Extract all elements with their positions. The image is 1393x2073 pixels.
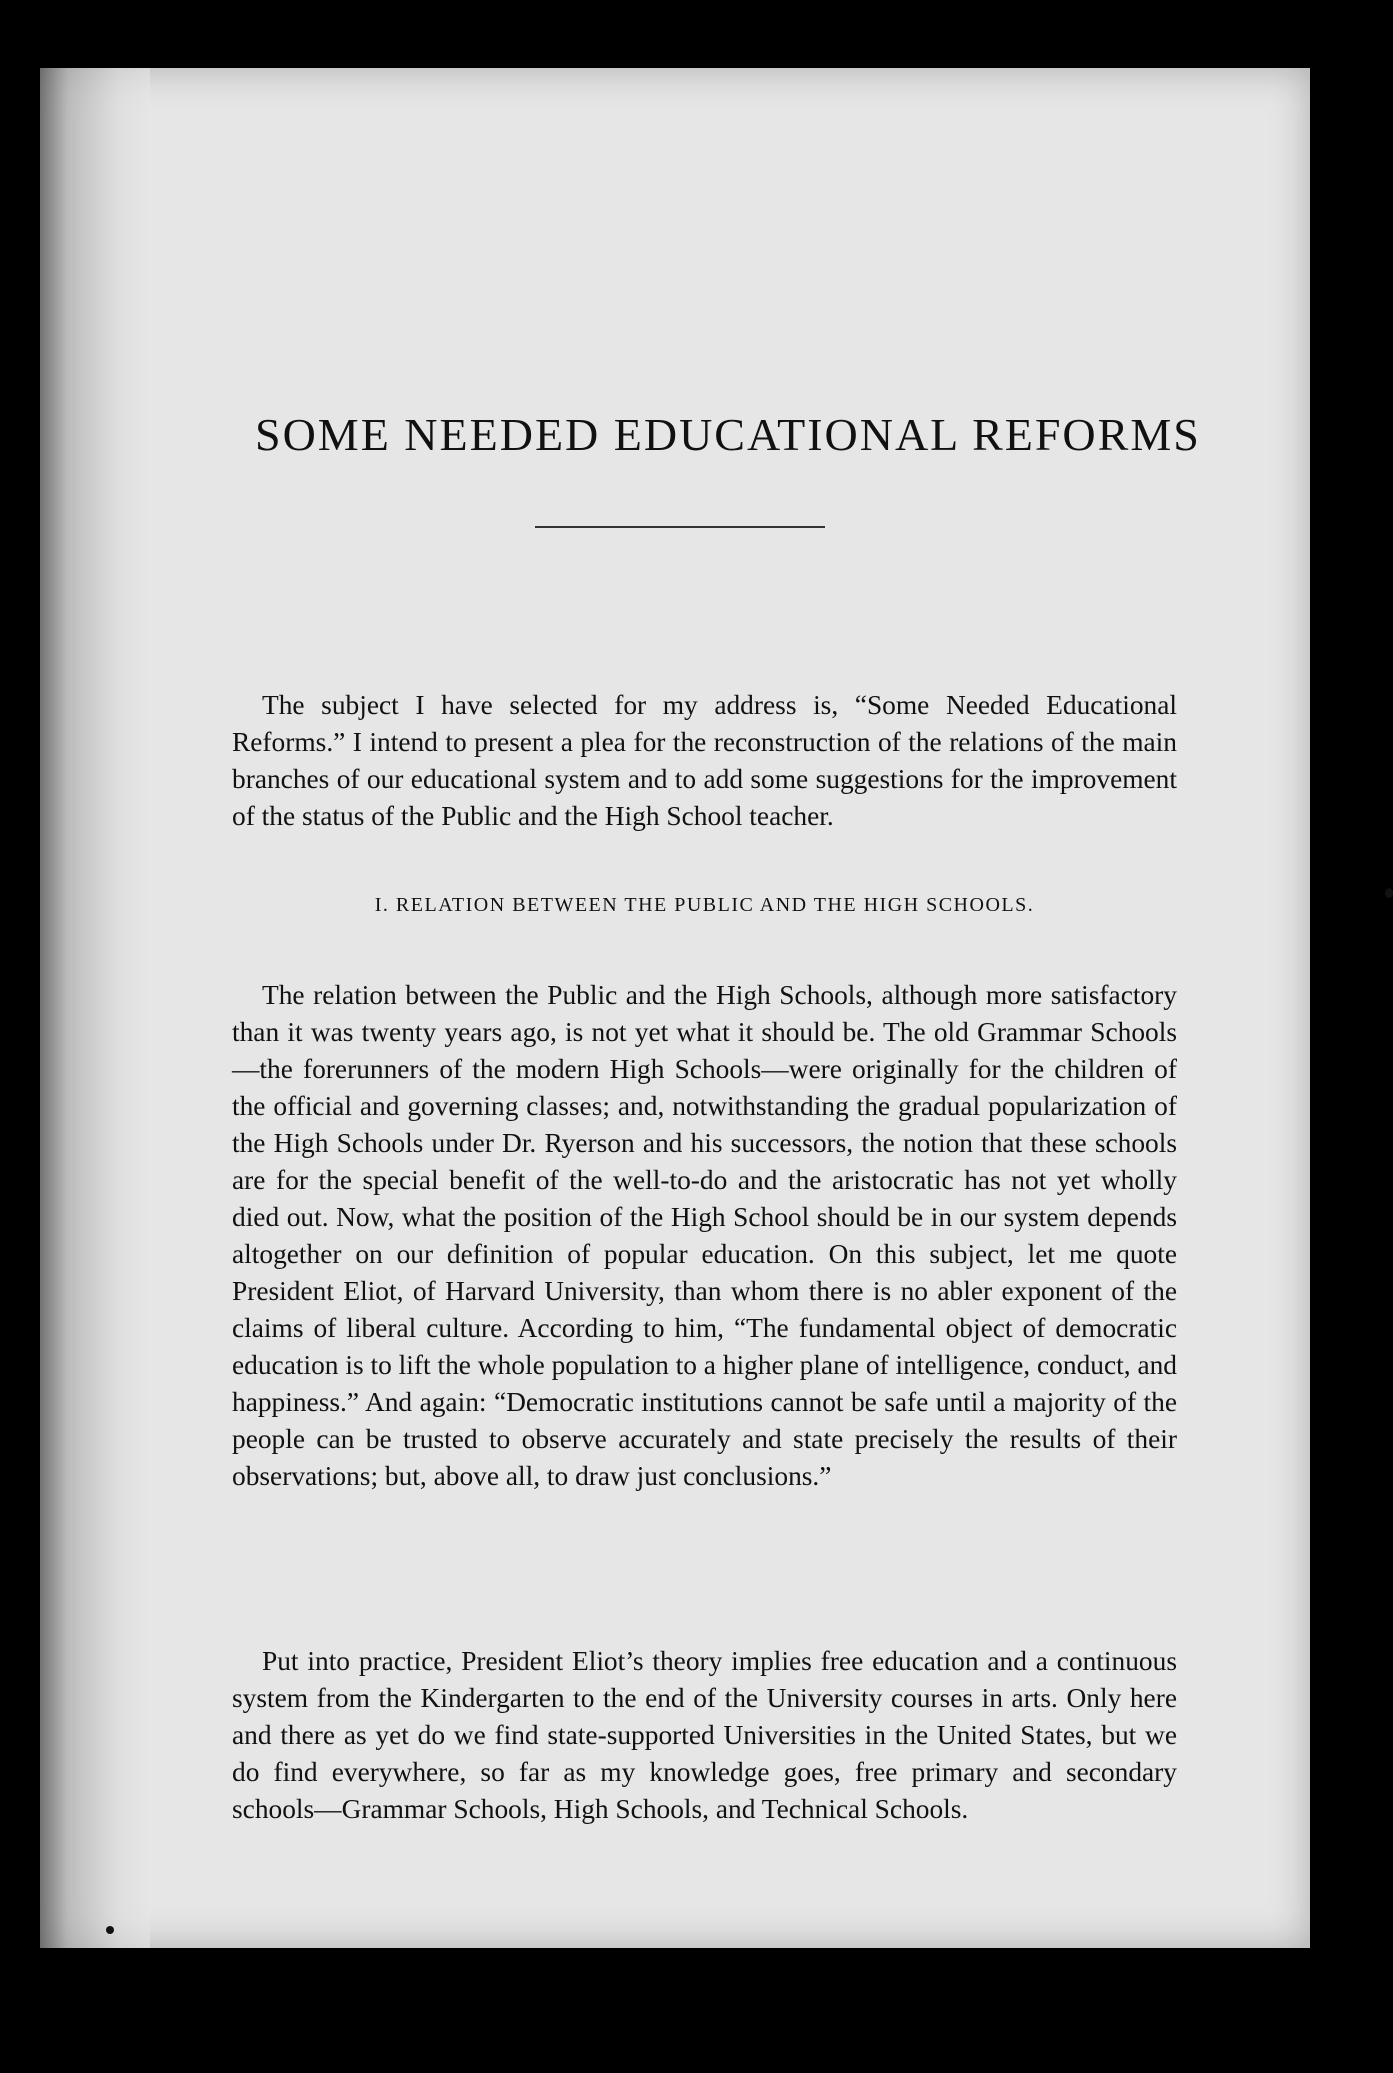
body-paragraph: The relation between the Public and the High Schools, although more satisfactory than it was twenty years ago, is not yet what it should be. The old Grammar Schools—the forerunners of the modern High Schools—were originally for the children of the official and governing classes; and, notwithstanding the gradual popularization of the High Schools under Dr. Ryerson and his successors, the notion that these schools are for the special benefit of the well-to-do and the aristocratic has not yet wholly died out. Now, what the position of the High School should be in our system depends altogether on our definition of popular education. On this subject, let me quote President Eliot, of Harvard University, than whom there is no abler exponent of the claims of liberal culture. According to him, “The fundamental object of democratic education is to lift the whole population to a higher plane of intelligence, conduct, and happiness.” And again: “Democratic institutions cannot be safe until a majority of the people can be trusted to observe accurately and state precisely the results of their observations; but, above all, to draw just conclusions.”: [232, 980, 1177, 1492]
body-paragraph: Put into practice, President Eliot’s theory implies free education and a continuous system from the Kindergarten to the end of the University courses in arts. Only here and there as yet do we find state-supported Universities in the United States, but we do find everywhere, so far as my knowledge goes, free primary and secondary schools—Grammar Schools, High Schools, and Technical Schools.: [232, 1646, 1177, 1825]
page-binding-edge: [40, 68, 150, 1948]
scanned-page: [40, 68, 1310, 1948]
title-divider: [535, 526, 825, 528]
scan-speck: [1385, 888, 1393, 898]
scan-speck: [106, 1926, 114, 1934]
intro-paragraph: The subject I have selected for my address is, “Some Needed Educational Reforms.” I intend to present a plea for the reconstruction of the relations of the main branches of our educational system and to add some suggestions for the improvement of the status of the Public and the High School teacher.: [232, 690, 1177, 832]
section-heading: I. RELATION BETWEEN THE PUBLIC AND THE HIGH SCHOOLS.: [374, 894, 1035, 916]
page-title: SOME NEEDED EDUCATIONAL REFORMS: [255, 409, 1201, 460]
